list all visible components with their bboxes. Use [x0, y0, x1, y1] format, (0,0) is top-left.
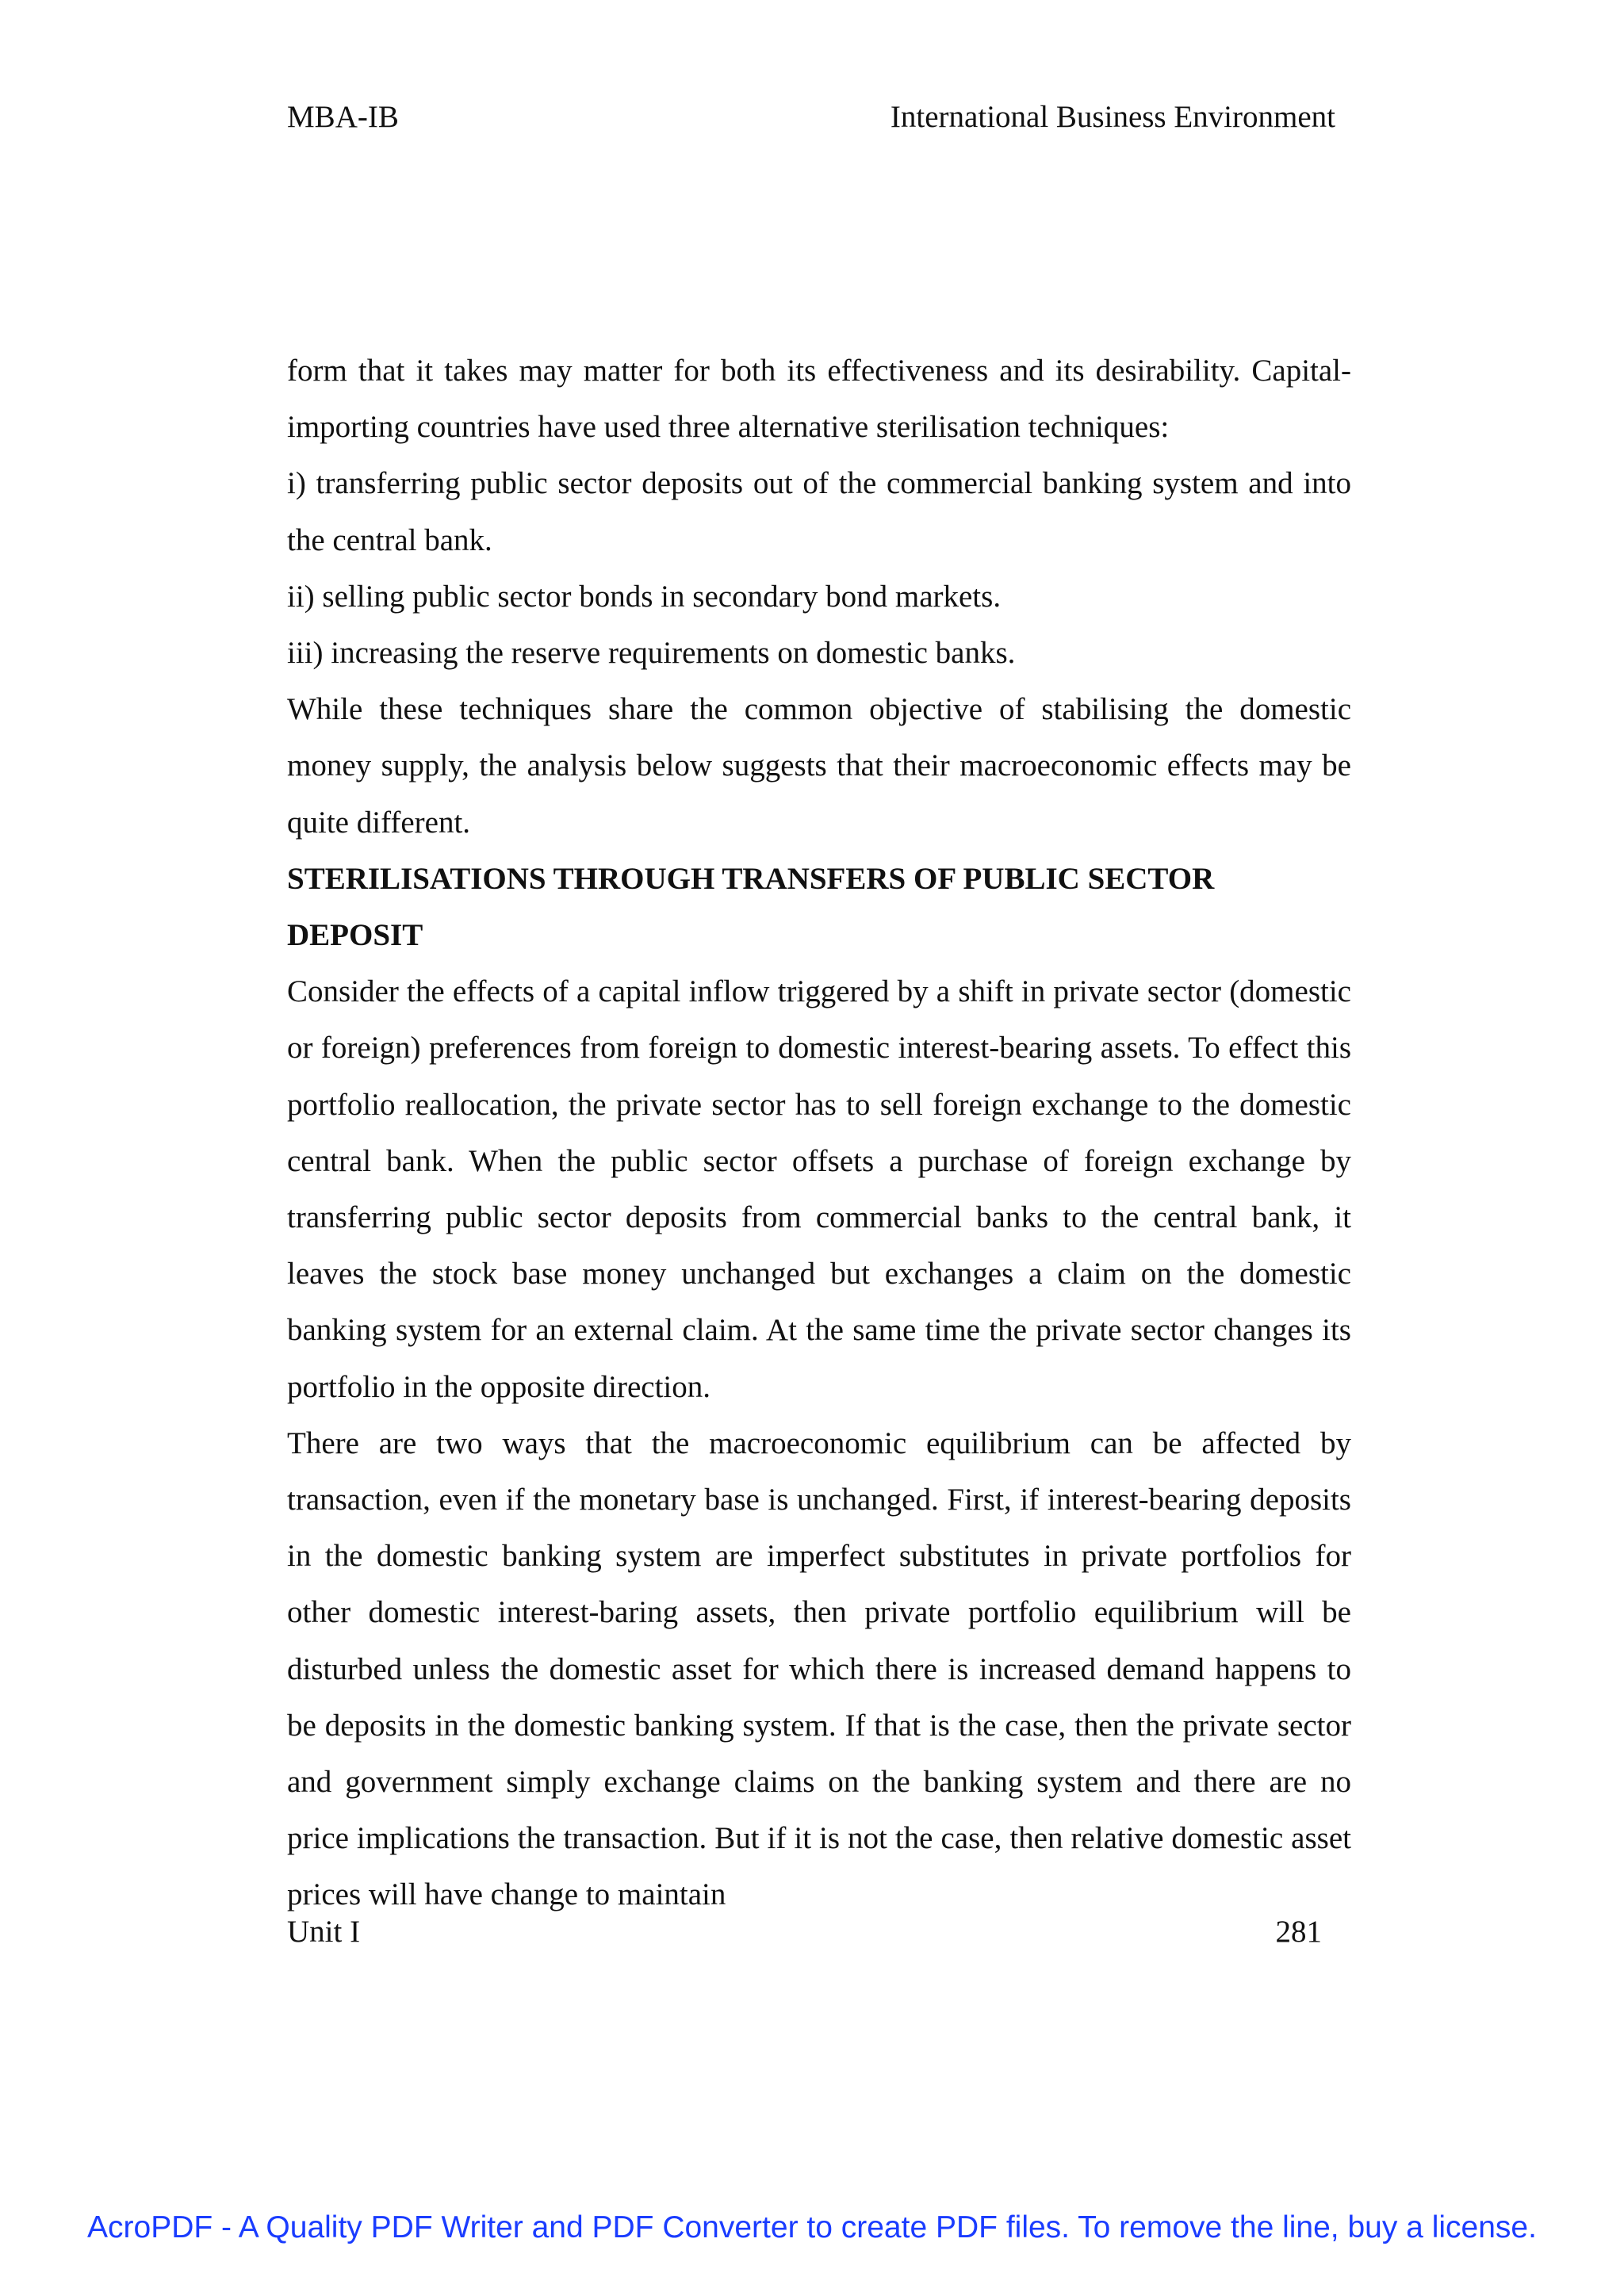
list-item: i) transferring public sector deposits out of the commercial banking system and into the central bank.: [287, 466, 1351, 557]
section-heading: STERILISATIONS THROUGH TRANSFERS OF PUBLIC SECTOR DEPOSIT: [287, 861, 1215, 953]
header-course: MBA-IB: [287, 100, 399, 134]
page-number: 281: [1275, 1915, 1322, 1949]
page-footer: [287, 1908, 1322, 1956]
paragraph-intro: form that it takes may matter for both its effectiveness and its desirability. Capital-importing countries have used three alternative sterilisation techniques:: [287, 354, 1351, 445]
footer-unit: Unit I: [287, 1915, 361, 1949]
page-body: [287, 342, 1351, 1923]
paragraph-techniques: While these techniques share the common objective of stabilising the domestic money supply, the analysis below suggests that their macroeconomic effects may be quite different.: [287, 692, 1351, 840]
list-item: iii) increasing the reserve requirements on domestic banks.: [287, 636, 1016, 671]
paragraph-equilibrium: There are two ways that the macroeconomic equilibrium can be affected by transaction, even if the monetary base is unchanged. First, if interest-bearing deposits in the domestic banking system are imperfect substitutes in private portfolios for other domestic interest-baring assets, then private portfolio equilibrium will be disturbed unless the domestic asset for which there is increased demand happens to be deposits in the domestic banking system. If that is the case, then the private sector and government simply exchange claims on the banking system and there are no price implications the transaction. But if it is not the case, then relative domestic asset prices will have change to maintain: [287, 1425, 1351, 1912]
header-title: International Business Environment: [890, 100, 1335, 134]
paragraph-capital-inflow: Consider the effects of a capital inflow triggered by a shift in private sector (domestic or foreign) preferences from foreign to domestic interest-bearing assets. To effect this portfolio reallocation, the private sector has to sell foreign exchange to the domestic central bank. When the public sector offsets a purchase of foreign exchange by transferring public sector deposits from commercial banks to the central bank, it leaves the stock base money unchanged but exchanges a claim on the domestic banking system for an external claim. At the same time the private sector changes its portfolio in the opposite direction.: [287, 974, 1351, 1404]
watermark-banner: AcroPDF - A Quality PDF Writer and PDF Converter to create PDF files. To remove the line, buy a license.: [87, 2210, 1537, 2244]
page-header: [287, 94, 1335, 141]
list-item: ii) selling public sector bonds in secondary bond markets.: [287, 579, 1002, 614]
